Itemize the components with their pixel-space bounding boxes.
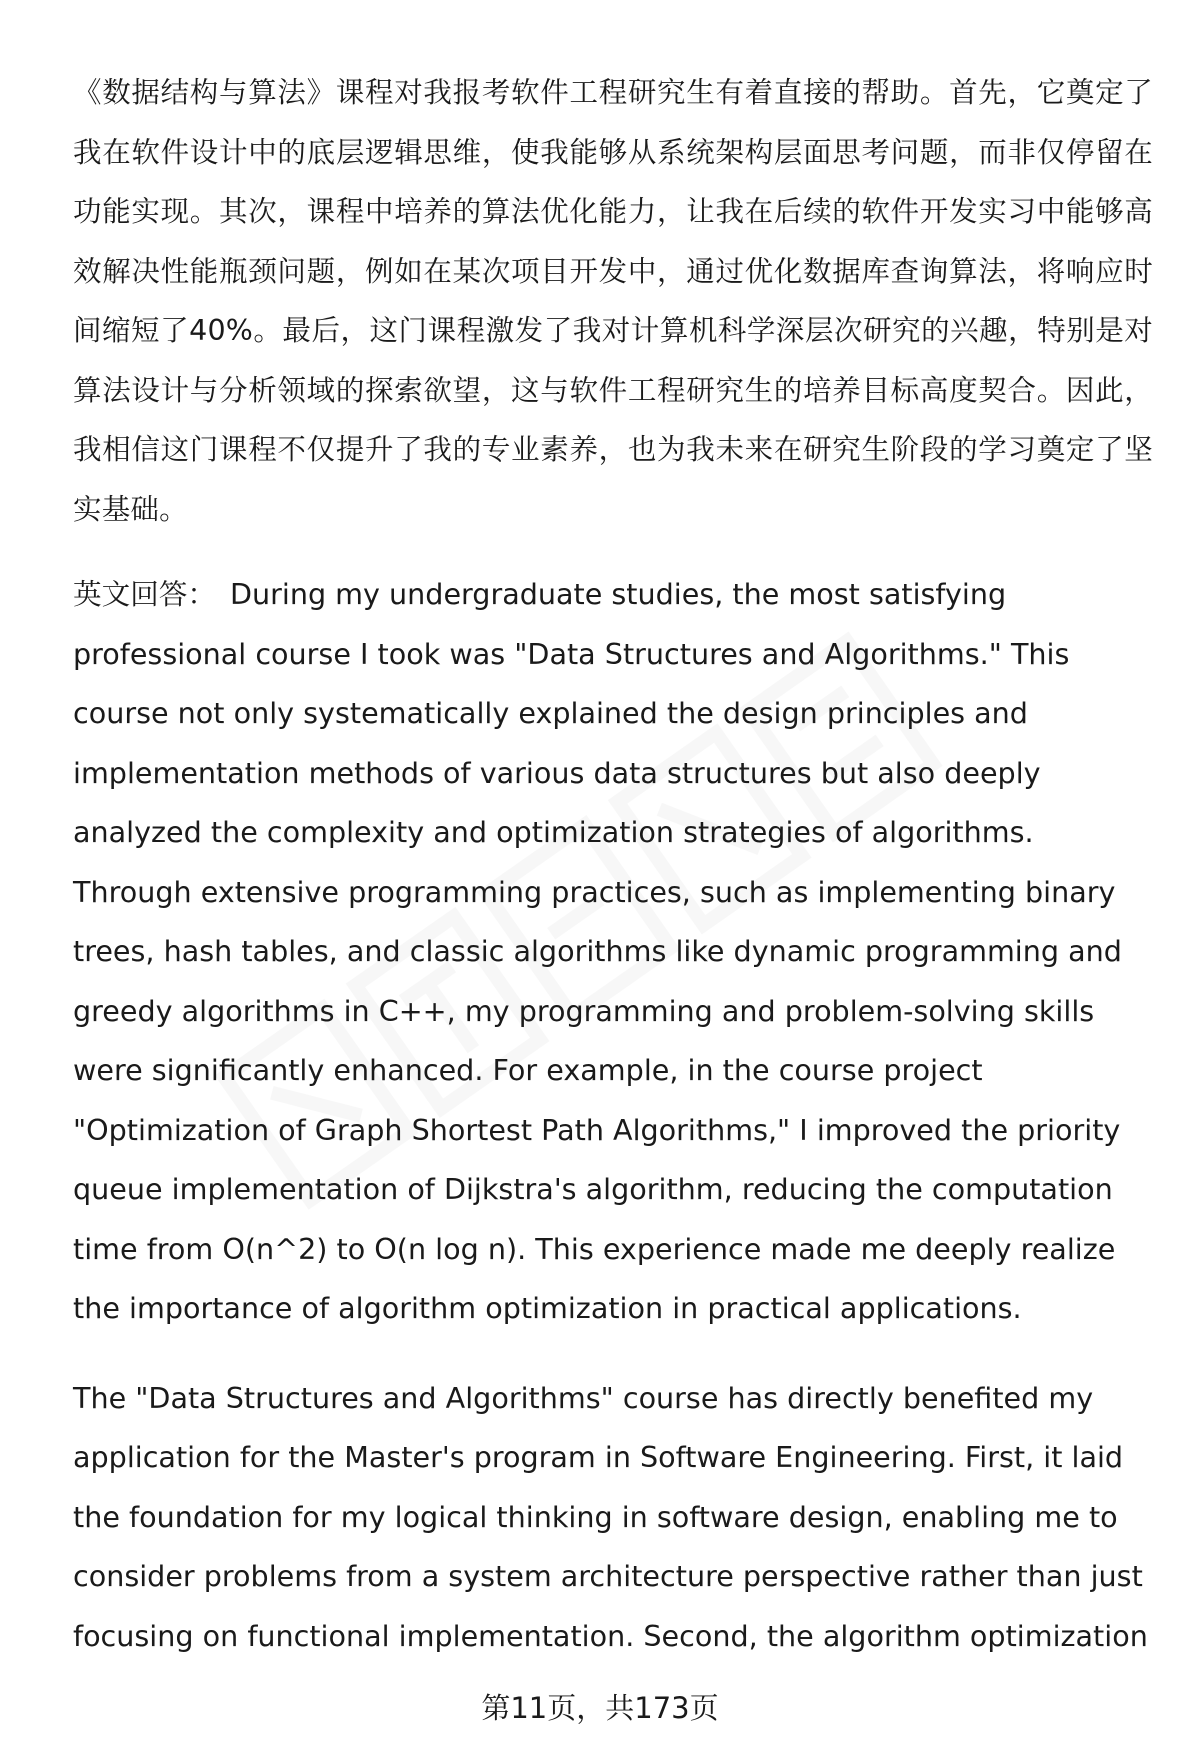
english-answer-paragraph-1	[73, 565, 1153, 1339]
document-body	[73, 63, 1153, 1666]
page-number-footer: 第11页，共173页	[481, 1691, 719, 1725]
english-answer-text-1: During my undergraduate studies, the most satisfying professional course I took was "Data Structures and Algorithms." This course not only systematically explained the design principles and implementation methods of various data structures but also deeply analyzed the complexity and optimization strategies of algorithms. Through extensive programming practices, such as implementing binary trees, hash tables, and classic algorithms like dynamic programming and greedy algorithms in C++, my programming and problem-solving skills were significantly enhanced. For example, in the course project "Optimization of Graph Shortest Path Algorithms," I improved the priority queue implementation of Dijkstra's algorithm, reducing the computation time from O(n^2) to O(n log n). This experience made me deeply realize the importance of algorithm optimization in practical applications.	[73, 577, 1122, 1325]
english-answer-label: 英文回答：	[73, 577, 216, 611]
chinese-answer-paragraph: 《数据结构与算法》课程对我报考软件工程研究生有着直接的帮助。首先，它奠定了我在软件设计中的底层逻辑思维，使我能够从系统架构层面思考问题，而非仅停留在功能实现。其次，课程中培养的算法优化能力，让我在后续的软件开发实习中能够高效解决性能瓶颈问题，例如在某次项目开发中，通过优化数据库查询算法，将响应时间缩短了40%。最后，这门课程激发了我对计算机科学深层次研究的兴趣，特别是对算法设计与分析领域的探索欲望，这与软件工程研究生的培养目标高度契合。因此，我相信这门课程不仅提升了我的专业素养，也为我未来在研究生阶段的学习奠定了坚实基础。	[73, 76, 1153, 526]
english-answer-paragraph-2: The "Data Structures and Algorithms" course has directly benefited my application for the Master's program in Software Engineering. First, it laid the foundation for my logical thinking in software design, enabling me to consider problems from a system architecture perspective rather than just focusing on functional implementation. Second, the algorithm optimization	[73, 1380, 1148, 1653]
